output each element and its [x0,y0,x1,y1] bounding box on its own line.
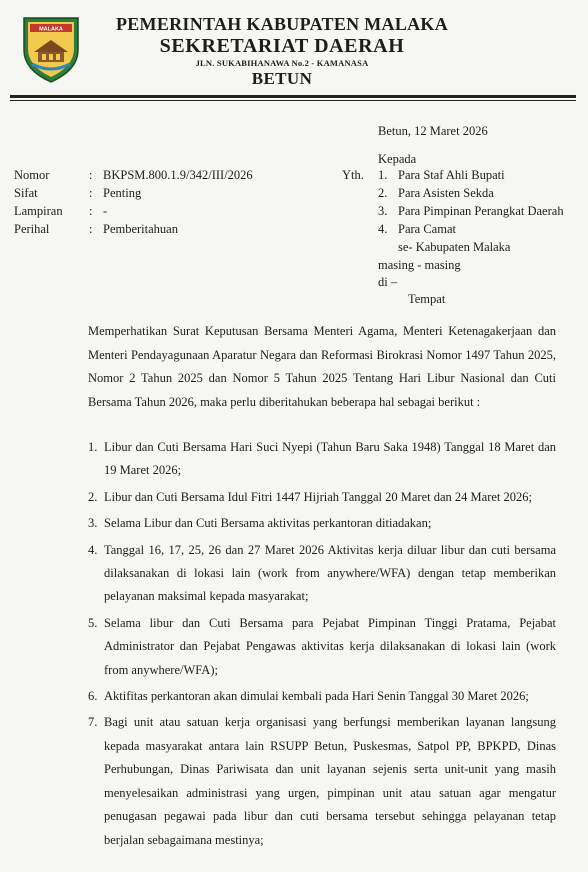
recipient-each: masing - masing [378,258,461,272]
list-item: 1. Libur dan Cuti Bersama Hari Suci Nyepi (Tahun Baru Saka 1948) Tanggal 18 Maret dan 19 Maret 2026; [88,440,556,478]
list-item: 2. Libur dan Cuti Bersama Idul Fitri 1447 Hijriah Tanggal 20 Maret dan 24 Maret 2026; [88,489,532,504]
letterhead [96,14,468,89]
kepada-label: Kepada [378,152,417,166]
meta-row: Nomor : BKPSM.800.1.9/342/III/2026 [14,168,253,182]
list-item: 7. Bagi unit atau satuan kerja organisasi yang berfungsi memberikan layanan langsung kepada masyarakat antara lain RSUPP Betun, Puskesmas, Satpol PP, BPKPD, Dinas Perhubungan, Dinas Pariwisata dan unit layanan sejenis serta unit-unit yang masih menyelesaikan administrasi yang urgen, pimpinan unit atau satuan agar mengatur penugasan pegawai pada libur dan cuti bersama tersebut sehingga pelayanan tetap berjalan sebagaimana mestinya; [88,715,556,847]
header-rule-thin [10,100,576,101]
office-address: JLN. SUKABIHANAWA No.2 - KAMANASA [195,58,369,68]
meta-row: Perihal : Pemberitahuan [14,222,178,236]
recipient-scope: se- Kabupaten Malaka [398,240,511,254]
government-name: PEMERINTAH KABUPATEN MALAKA [115,14,449,34]
recipient-list [378,166,588,238]
letter-meta [14,166,253,238]
svg-text:MALAKA: MALAKA [39,26,63,33]
recipient-di: di – [378,275,398,289]
yth-label: Yth. [342,168,364,182]
recipient-item: 1. Para Staf Ahli Bupati [378,168,505,182]
intro-paragraph: Memperhatikan Surat Keputusan Bersama Menteri Agama, Menteri Ketenagakerjaan dan Menteri Pendayagunaan Aparatur Negara dan Reformasi Birokrasi Nomor 1497 Tahun 2025, Nomor 2 Tahun 2025 dan Nomor 5 Tahun 2025 Tentang Hari Libur Nasional dan Cuti Bersama Tahun 2026, maka perlu diberitahukan beberapa hal sebagai berikut : [88,324,556,409]
letter-date: Betun, 12 Maret 2026 [378,124,488,138]
list-item: 5. Selama libur dan Cuti Bersama para Pejabat Pimpinan Tinggi Pratama, Pejabat Administrator dan Pejabat Pengawas aktivitas kerja dilaksanakan di lokasi lain (work from anywhere/WFA); [88,615,556,677]
header-rule-thick [10,95,576,98]
meta-row: Lampiran : - [14,204,108,218]
office-name: SEKRETARIAT DAERAH [159,35,405,57]
meta-row: Sifat : Penting [14,186,142,200]
office-city: BETUN [251,69,313,88]
numbered-list [88,436,556,855]
recipient-item: 4. Para Camat [378,222,456,236]
list-item: 3. Selama Libur dan Cuti Bersama aktivitas perkantoran ditiadakan; [88,516,432,531]
recipient-item: 2. Para Asisten Sekda [378,186,494,200]
malaka-regency-emblem-icon [18,12,84,84]
list-item: 4. Tanggal 16, 17, 25, 26 dan 27 Maret 2026 Aktivitas kerja diluar libur dan cuti bersama dilaksanakan di lokasi lain (work from anywhere/WFA) dengan tetap memberikan pelayanan maksimal kepada masyarakat; [88,542,556,604]
recipient-place: Tempat [408,292,446,306]
list-item: 6. Aktifitas perkantoran akan dimulai kembali pada Hari Senin Tanggal 30 Maret 2026; [88,689,529,704]
recipient-item: 3. Para Pimpinan Perangkat Daerah [378,204,564,218]
